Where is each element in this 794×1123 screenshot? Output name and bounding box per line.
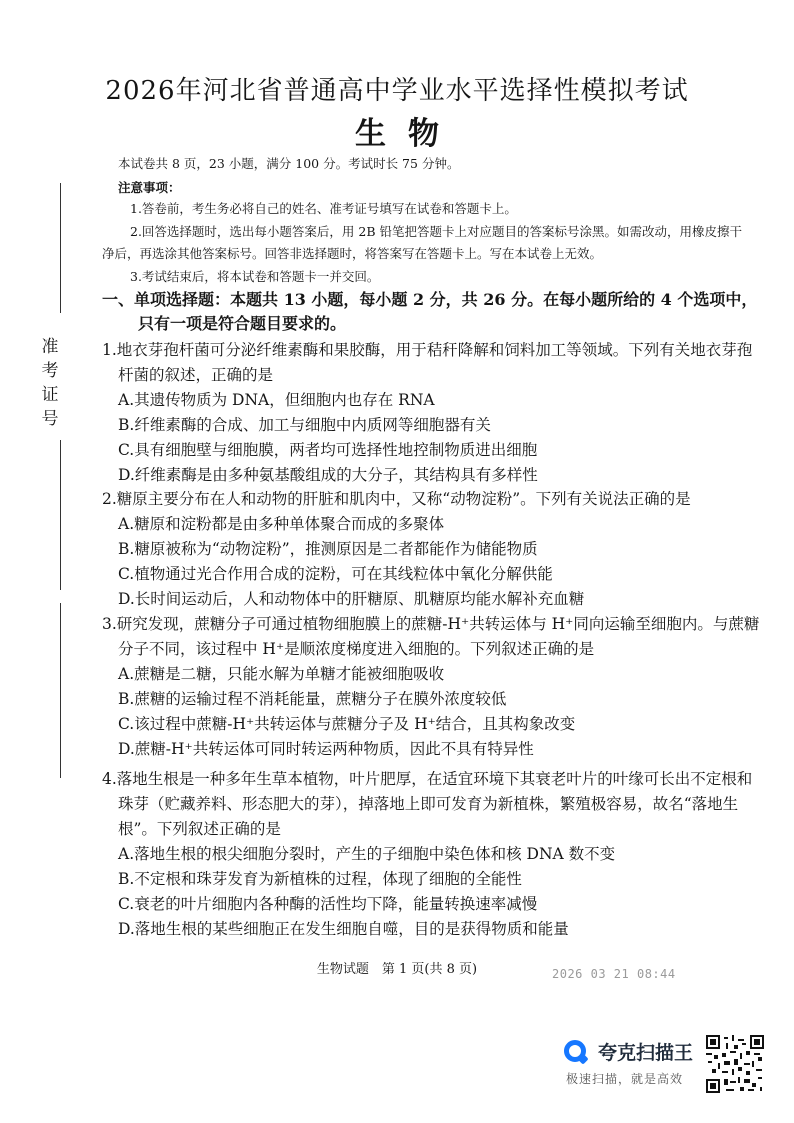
question-stem: 1.地衣芽孢杆菌可分泌纤维素酶和果胶酶，用于秸秆降解和饲料加工等领域。下列有关地衣芽孢杆菌的叙述，正确的是 [102,341,753,384]
section-heading-line1: 一、单项选择题：本题共 13 小题，每小题 2 分，共 26 分。在每小题所给的 4 个选项中， [102,290,758,309]
option-a: A.其遗传物质为 DNA，但细胞内也存在 RNA [118,391,435,409]
question-stem: 4.落地生根是一种多年生草本植物，叶片肥厚，在适宜环境下其衰老叶片的叶缘可长出不定根和珠芽（贮藏养料、形态肥大的芽），掉落地上即可发育为新植株，繁殖极容易，故名“落地生根”。下列叙述正确的是 [102,770,753,838]
question-stem: 2.糖原主要分布在人和动物的肝脏和肌肉中，又称“动物淀粉”。下列有关说法正确的是 [102,490,691,508]
exam-title: 2026年河北省普通高中学业水平选择性模拟考试 [105,76,689,106]
option-d: D.蔗糖-H⁺共转运体可同时转运两种物质，因此不具有特异性 [118,740,534,758]
question-stem: 3.研究发现，蔗糖分子可通过植物细胞膜上的蔗糖-H⁺共转运体与 H⁺同向运输至细胞内。与蔗糖分子不同，该过程中 H⁺是顺浓度梯度进入细胞的。下列叙述正确的是 [102,615,760,658]
question-1 [102,338,762,488]
exam-number-label [38,335,62,431]
notes-list [102,198,752,288]
binding-line [60,440,61,590]
binding-line [60,603,61,778]
binding-line [60,183,61,313]
question-4 [102,767,762,942]
option-b: B.纤维素酶的合成、加工与细胞中内质网等细胞器有关 [118,416,491,434]
option-b: B.蔗糖的运输过程不消耗能量，蔗糖分子在膜外浓度较低 [118,690,507,708]
section-heading-line2: 只有一项是符合题目要求的。 [138,314,347,333]
brand-name: 夸克扫描王 [598,1042,694,1064]
quark-logo-icon [564,1040,586,1062]
note-item: 1.答卷前，考生务必将自己的姓名、准考证号填写在试卷和答题卡上。 [130,201,517,216]
brand-slogan: 极速扫描，就是高效 [566,1072,684,1086]
option-a: A.糖原和淀粉都是由多种单体聚合而成的多聚体 [118,515,445,533]
qr-code-icon [706,1035,764,1093]
option-b: B.糖原被称为“动物淀粉”，推测原因是二者都能作为储能物质 [118,540,538,558]
note-item: 2.回答选择题时，选出每小题答案后，用 2B 铅笔把答题卡上对应题目的答案标号涂黑。如需改动，用橡皮擦干净后，再选涂其他答案标号。回答非选择题时，将答案写在答题卡上。写在本试卷上无效。 [102,223,743,261]
question-3 [102,612,762,762]
label-char: 号 [41,409,59,429]
notes-title: 注意事项： [118,180,181,195]
question-2 [102,487,762,612]
option-c: C.具有细胞壁与细胞膜，两者均可选择性地控制物质进出细胞 [118,441,538,459]
note-item: 3.考试结束后，将本试卷和答题卡一并交回。 [130,268,380,284]
page-footer: 生物试题 第 1 页(共 8 页) [316,962,478,977]
section-heading [102,288,758,336]
option-c: C.植物通过光合作用合成的淀粉，可在其线粒体中氧化分解供能 [118,565,553,583]
option-b: B.不定根和珠芽发育为新植株的过程，体现了细胞的全能性 [118,870,522,888]
option-d: D.落地生根的某些细胞正在发生细胞自噬，目的是获得物质和能量 [118,920,569,938]
label-char: 证 [41,385,59,405]
option-a: A.落地生根的根尖细胞分裂时，产生的子细胞中染色体和核 DNA 数不变 [118,845,616,863]
exam-info: 本试卷共 8 页，23 小题，满分 100 分。考试时长 75 分钟。 [118,156,460,171]
option-c: C.衰老的叶片细胞内各种酶的活性均下降，能量转换速率减慢 [118,895,538,913]
subject-title: 生物 [355,116,461,152]
option-d: D.纤维素酶是由多种氨基酸组成的大分子，其结构具有多样性 [118,466,538,484]
option-c: C.该过程中蔗糖-H⁺共转运体与蔗糖分子及 H⁺结合，且其构象改变 [118,715,576,733]
option-d: D.长时间运动后，人和动物体中的肝糖原、肌糖原均能水解补充血糖 [118,590,585,608]
label-char: 考 [41,361,59,381]
scan-timestamp: 2026 03 21 08:44 [552,967,676,981]
option-a: A.蔗糖是二糖，只能水解为单糖才能被细胞吸收 [118,665,445,683]
label-char: 准 [41,337,59,357]
